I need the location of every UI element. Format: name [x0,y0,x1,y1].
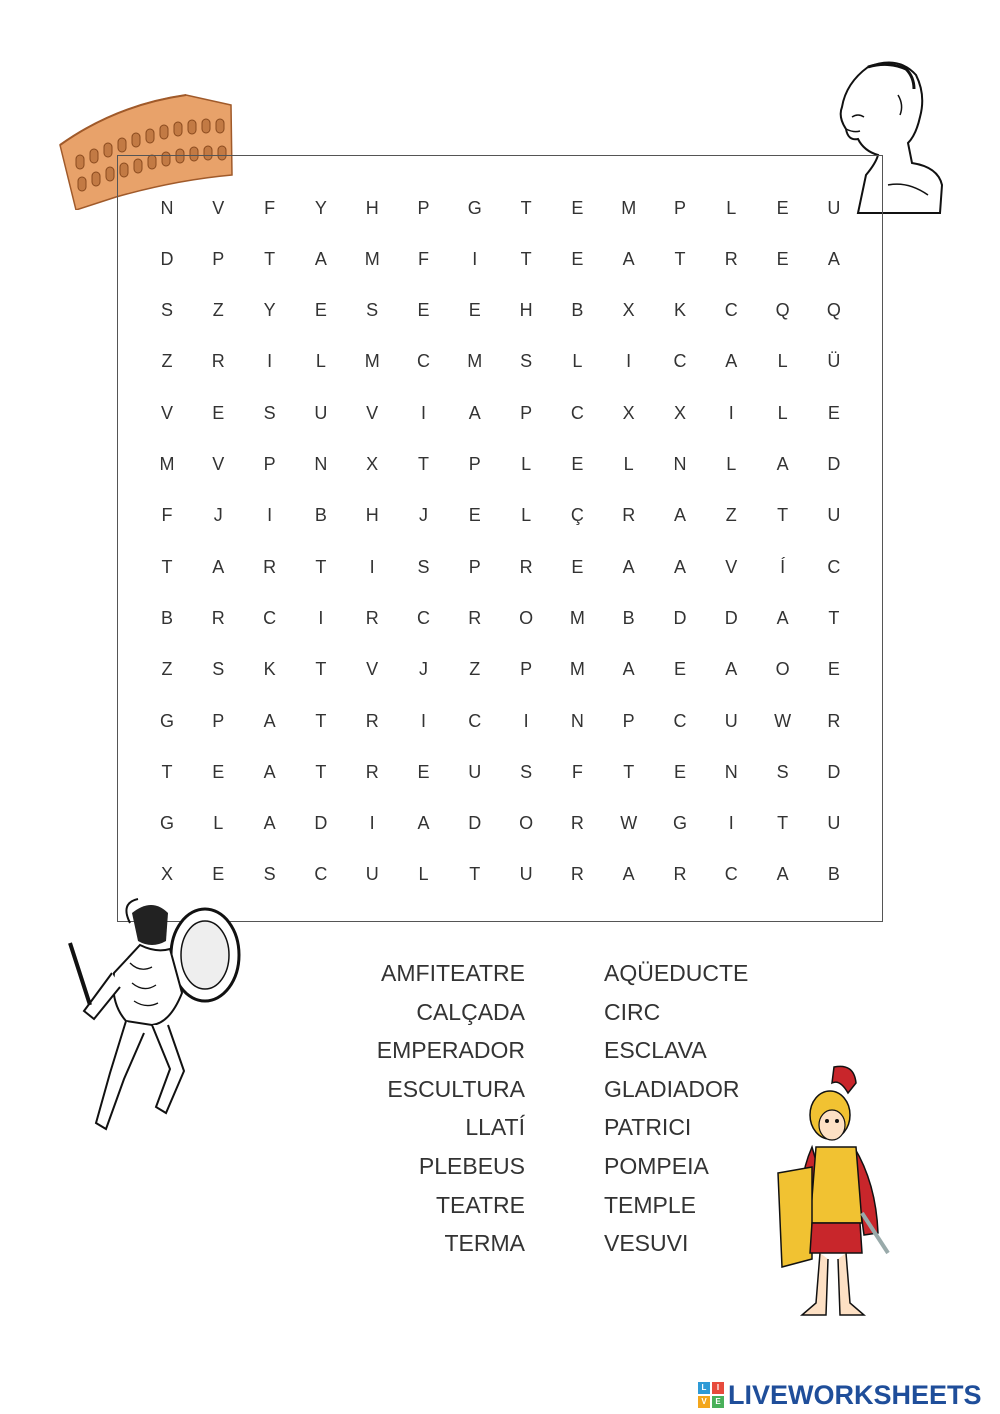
grid-letter[interactable]: I [728,813,734,834]
grid-letter[interactable]: H [519,300,533,321]
grid-letter[interactable]: I [369,556,375,577]
grid-letter[interactable]: R [468,607,482,628]
grid-letter[interactable]: L [521,454,532,474]
grid-letter[interactable]: A [776,454,789,474]
grid-letter[interactable]: C [417,351,430,372]
grid-letter[interactable]: J [419,659,428,680]
grid-letter[interactable]: P [673,197,686,218]
grid-letter[interactable]: C [673,710,687,731]
grid-letter[interactable]: G [672,813,687,834]
grid-letter[interactable]: T [418,454,429,474]
grid-letter[interactable]: S [160,300,173,321]
grid-letter[interactable]: V [366,659,379,680]
grid-letter[interactable]: I [523,710,529,731]
grid-letter[interactable]: W [774,710,792,731]
grid-letter[interactable]: T [469,864,481,885]
word-list-item: GLADIADOR [604,1075,740,1102]
grid-letter[interactable]: I [420,402,426,423]
grid-letter[interactable]: E [571,197,584,218]
grid-letter[interactable]: I [728,402,734,423]
grid-letter[interactable]: S [520,761,533,782]
grid-letter[interactable]: F [161,505,173,526]
grid-letter[interactable]: U [827,813,841,834]
grid-letter[interactable]: T [315,659,327,680]
grid-letter[interactable]: M [159,454,175,474]
grid-letter[interactable]: O [519,813,534,834]
grid-letter[interactable]: T [315,761,327,782]
grid-letter[interactable]: P [468,556,481,577]
grid-letter[interactable]: T [264,248,276,269]
grid-letter[interactable]: U [724,710,738,731]
grid-letter[interactable]: C [724,864,738,885]
word-list-item: AMFITEATRE [381,960,525,986]
grid-letter[interactable]: U [827,197,841,218]
grid-letter[interactable]: P [417,197,430,218]
grid-letter[interactable]: T [315,710,327,731]
word-list-item: VESUVI [604,1230,689,1257]
grid-letter[interactable]: E [417,761,430,782]
grid-letter[interactable]: E [571,454,584,474]
grid-letter[interactable]: R [263,556,277,577]
grid-letter[interactable]: T [161,556,173,577]
grid-letter[interactable]: A [263,761,276,782]
grid-letter[interactable]: A [263,710,276,731]
grid-letter[interactable]: S [366,300,379,321]
grid-letter[interactable]: J [419,505,428,526]
grid-letter[interactable]: S [212,659,225,680]
grid-letter[interactable]: C [724,300,738,321]
grid-letter[interactable]: A [827,248,840,269]
grid-letter[interactable]: D [827,454,841,474]
grid-letter[interactable]: Í [780,556,786,577]
grid-letter[interactable]: G [159,710,174,731]
word-list-item: ESCULTURA [387,1075,525,1102]
grid-letter[interactable]: K [673,300,686,321]
grid-letter[interactable]: O [519,607,534,628]
grid-letter[interactable]: R [211,351,225,372]
grid-letter[interactable]: A [725,351,738,372]
grid-letter[interactable]: E [776,248,789,269]
grid-letter[interactable]: R [724,248,738,269]
grid-letter[interactable]: I [472,248,478,269]
grid-letter[interactable]: E [673,761,686,782]
grid-letter[interactable]: T [315,556,327,577]
grid-letter[interactable]: X [622,300,635,321]
grid-letter[interactable]: L [418,864,429,885]
grid-letter[interactable]: D [827,761,841,782]
grid-letter[interactable]: H [365,505,379,526]
grid-letter[interactable]: R [622,505,636,526]
grid-letter[interactable]: L [777,351,788,372]
word-list-item: PATRICI [604,1114,692,1141]
grid-letter[interactable]: S [263,402,276,423]
grid-letter[interactable]: A [212,556,225,577]
grid-letter[interactable]: C [827,556,841,577]
grid-letter[interactable]: A [622,864,635,885]
gladiator-icon [60,893,242,1148]
grid-letter[interactable]: M [364,351,380,372]
grid-letter[interactable]: V [160,402,173,423]
grid-letter[interactable]: Y [263,300,276,321]
grid-letter[interactable]: T [520,197,532,218]
grid-letter[interactable]: D [673,607,687,628]
grid-letter[interactable]: Z [469,659,481,680]
grid-letter[interactable]: E [417,300,430,321]
grid-letter[interactable]: F [264,197,276,218]
grid-letter[interactable]: T [161,761,173,782]
grid-letter[interactable]: Q [826,300,841,321]
grid-letter[interactable]: C [468,710,482,731]
grid-letter[interactable]: M [467,351,483,372]
grid-letter[interactable]: R [827,710,841,731]
grid-letter[interactable]: E [468,505,481,526]
grid-letter[interactable]: F [418,248,429,269]
grid-letter[interactable]: E [571,248,584,269]
grid-letter[interactable]: M [621,197,637,218]
grid-letter[interactable]: R [211,607,225,628]
grid-letter[interactable]: P [212,248,225,269]
grid-letter[interactable]: T [777,505,789,526]
logo-letter: L [698,1382,710,1394]
grid-letter[interactable]: V [212,197,225,218]
word-list-item: PLEBEUS [418,1153,525,1179]
liveworksheets-logo-icon [698,1382,724,1408]
grid-letter[interactable]: L [213,813,224,834]
grid-letter[interactable]: W [620,813,638,834]
grid-letter[interactable]: Ü [827,351,841,372]
grid-letter[interactable]: T [623,761,635,782]
grid-letter[interactable]: L [726,454,737,474]
grid-letter[interactable]: X [366,454,379,474]
grid-letter[interactable]: G [159,813,174,834]
grid-letter[interactable]: E [212,402,225,423]
grid-letter[interactable]: N [314,454,328,474]
grid-letter[interactable]: Z [212,300,224,321]
grid-letter[interactable]: T [674,248,686,269]
grid-letter[interactable]: R [673,864,687,885]
grid-letter[interactable]: P [263,454,276,474]
word-list-item: TEATRE [435,1191,525,1218]
grid-letter[interactable]: A [622,556,635,577]
grid-letter[interactable]: N [673,454,687,474]
grid-letter[interactable]: B [571,300,584,321]
liveworksheets-brand [698,1378,982,1412]
grid-letter[interactable]: L [572,351,583,372]
grid-letter[interactable]: I [267,351,273,372]
grid-letter[interactable]: D [160,248,174,269]
grid-letter[interactable]: C [314,864,328,885]
grid-letter[interactable]: K [263,659,276,680]
grid-letter[interactable]: I [626,351,632,372]
grid-letter[interactable]: L [777,402,788,423]
grid-letter[interactable]: E [212,761,225,782]
grid-letter[interactable]: J [213,505,223,526]
grid-letter[interactable]: B [314,505,327,526]
grid-letter[interactable]: E [212,864,225,885]
grid-letter[interactable]: Z [161,351,173,372]
grid-letter[interactable]: G [467,197,482,218]
grid-letter[interactable]: A [622,248,635,269]
grid-letter[interactable]: N [724,761,738,782]
grid-letter[interactable]: L [726,197,737,218]
grid-letter[interactable]: Ç [570,505,584,526]
grid-letter[interactable]: Q [775,300,790,321]
word-list-item: TERMA [444,1230,525,1257]
grid-letter[interactable]: B [622,607,635,628]
word-list-item: CIRC [604,998,661,1025]
grid-letter[interactable]: S [520,351,533,372]
grid-letter[interactable]: U [468,761,482,782]
grid-letter[interactable]: C [570,402,584,423]
grid-letter[interactable]: A [622,659,635,680]
grid-letter[interactable]: U [519,864,533,885]
word-list-item: ESCLAVA [604,1037,707,1064]
grid-letter[interactable]: E [314,300,327,321]
grid-letter[interactable]: I [420,710,426,731]
grid-letter[interactable]: M [569,659,585,680]
grid-letter[interactable]: E [673,659,686,680]
grid-letter[interactable]: C [673,351,687,372]
grid-letter[interactable]: A [468,402,481,423]
grid-letter[interactable]: Z [725,505,737,526]
grid-letter[interactable]: A [725,659,738,680]
grid-letter[interactable]: C [417,607,430,628]
grid-letter[interactable]: E [776,197,789,218]
grid-letter[interactable]: S [417,556,430,577]
grid-letter[interactable]: I [267,505,273,526]
grid-letter[interactable]: X [673,402,686,423]
grid-letter[interactable]: T [828,607,840,628]
grid-letter[interactable]: V [725,556,738,577]
word-list-item: CALÇADA [416,998,525,1025]
grid-letter[interactable]: U [365,864,379,885]
grid-letter[interactable]: M [364,248,380,269]
grid-letter[interactable]: T [520,248,532,269]
grid-letter[interactable]: N [160,197,174,218]
word-list-item: AQÜEDUCTE [604,960,749,986]
grid-letter[interactable]: D [314,813,328,834]
grid-letter[interactable]: A [673,505,686,526]
grid-letter[interactable]: A [673,556,686,577]
grid-letter[interactable]: E [468,300,481,321]
grid-letter[interactable]: L [623,454,634,474]
grid-letter[interactable]: L [315,351,326,372]
word-list-item: EMPERADOR [376,1037,525,1064]
grid-letter[interactable]: B [827,864,840,885]
grid-letter[interactable]: D [468,813,482,834]
grid-letter[interactable]: B [160,607,173,628]
grid-letter[interactable]: E [827,659,840,680]
grid-letter[interactable]: R [365,710,379,731]
grid-letter[interactable]: E [571,556,584,577]
grid-letter[interactable]: O [775,659,790,680]
grid-letter[interactable]: I [318,607,324,628]
grid-letter[interactable]: R [365,607,379,628]
grid-letter[interactable]: A [776,607,789,628]
grid-letter[interactable]: V [366,402,379,423]
grid-letter[interactable]: X [160,864,173,885]
grid-letter[interactable]: P [622,710,635,731]
grid-letter[interactable]: I [369,813,375,834]
grid-letter[interactable]: X [622,402,635,423]
word-list-item: POMPEIA [604,1153,709,1179]
grid-letter[interactable]: U [314,402,328,423]
grid-letter[interactable]: P [468,454,481,474]
grid-letter[interactable]: U [827,505,841,526]
logo-letter: I [712,1382,724,1394]
grid-letter[interactable]: P [520,659,533,680]
grid-letter[interactable]: D [724,607,738,628]
grid-letter[interactable]: F [571,761,583,782]
grid-letter[interactable]: A [417,813,430,834]
grid-letter[interactable]: S [776,761,789,782]
grid-letter[interactable]: C [263,607,277,628]
word-list-item: LLATÍ [465,1114,525,1141]
grid-letter[interactable]: H [365,197,379,218]
grid-letter[interactable]: M [569,607,585,628]
grid-letter[interactable]: S [263,864,276,885]
grid-letter[interactable]: R [519,556,533,577]
grid-letter[interactable]: R [570,813,584,834]
grid-letter[interactable]: A [314,248,327,269]
grid-letter[interactable]: N [570,710,584,731]
brand-text: LIVEWORKSHEETS [728,1379,982,1410]
grid-letter[interactable]: P [212,710,225,731]
grid-letter[interactable]: Z [161,659,173,680]
logo-letter: V [698,1396,710,1408]
grid-letter[interactable]: V [212,454,225,474]
grid-letter[interactable]: Y [314,197,327,218]
grid-letter[interactable]: P [520,402,533,423]
grid-letter[interactable]: L [521,505,532,526]
grid-letter[interactable]: T [777,813,789,834]
roman-soldier-icon [776,1063,894,1331]
grid-letter[interactable]: E [827,402,840,423]
grid-letter[interactable]: R [365,761,379,782]
grid-letter[interactable]: A [263,813,276,834]
word-list-item: TEMPLE [604,1191,697,1218]
grid-letter[interactable]: A [776,864,789,885]
logo-letter: E [712,1396,724,1408]
grid-letter[interactable]: R [570,864,584,885]
